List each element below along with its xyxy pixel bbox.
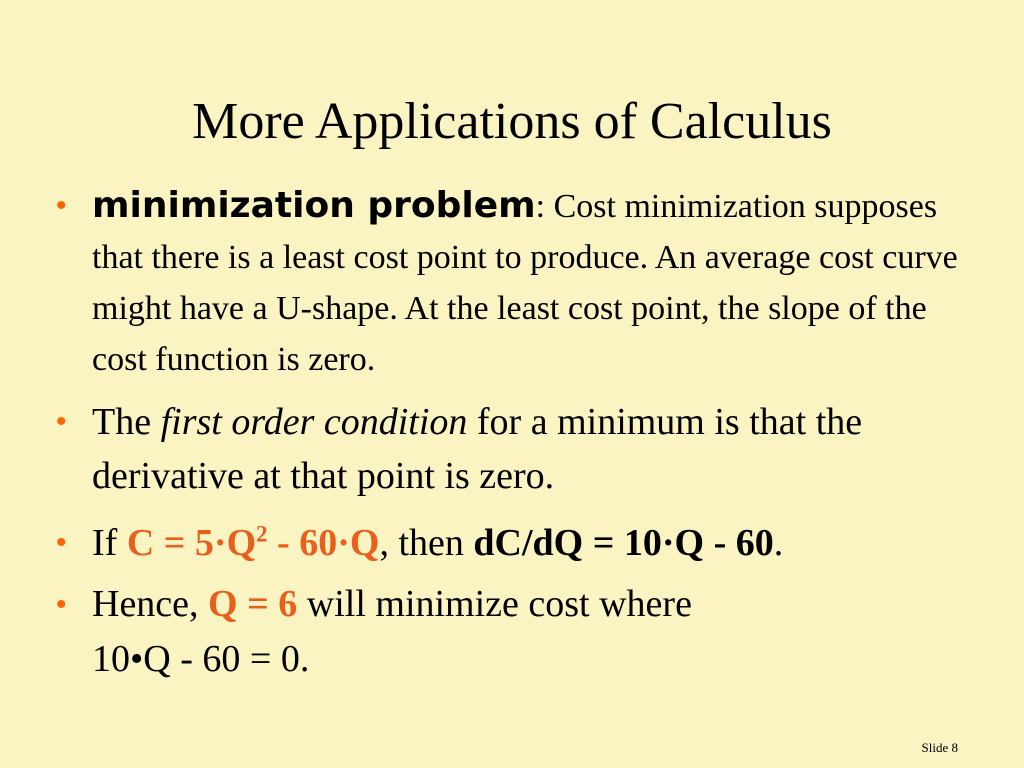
bullet-first-order-condition	[56, 395, 976, 503]
term-minimization-problem: minimization problem	[92, 185, 536, 226]
bullet-suffix: for a minimum is that the derivative at that point is zero.	[92, 401, 863, 497]
bullet-prefix: If	[92, 522, 127, 564]
emphasis-first-order-condition: first order condition	[160, 401, 468, 443]
bullet-minimization-problem	[56, 180, 976, 385]
slide-number: Slide 8	[921, 740, 958, 755]
bullet-prefix: The	[92, 401, 161, 443]
cost-function-equation	[127, 522, 380, 564]
bullet-middle: , then	[379, 522, 474, 564]
bullet-prefix: Hence,	[92, 583, 209, 625]
bullet-cost-equation	[56, 513, 976, 573]
optimal-quantity: Q = 6	[208, 583, 298, 625]
first-order-equation: 10•Q - 60 = 0.	[92, 638, 310, 680]
slide-title: More Applications of Calculus	[192, 93, 832, 150]
bullet-suffix: will minimize cost where	[297, 583, 692, 625]
bullet-dot-icon: •	[56, 588, 67, 621]
bullet-dot-icon: •	[56, 405, 67, 438]
term-colon: :	[535, 188, 546, 225]
bullet-conclusion	[56, 577, 976, 687]
derivative-equation: dC/dQ = 10·Q - 60	[473, 522, 774, 564]
bullet-end: .	[773, 522, 784, 564]
minimization-description: Cost minimization supposes that there is a least cost point to produce. An average cost curve might have a U-shape. At the least cost point, the slope of the cost function is zero.	[92, 188, 958, 378]
cost-equation-exponent: 2	[256, 521, 268, 547]
cost-equation-base: C = 5·Q	[126, 522, 257, 564]
bullet-dot-icon: •	[56, 189, 67, 222]
bullet-list	[56, 180, 976, 687]
bullet-dot-icon: •	[56, 526, 67, 559]
cost-equation-tail: - 60·Q	[267, 522, 380, 564]
